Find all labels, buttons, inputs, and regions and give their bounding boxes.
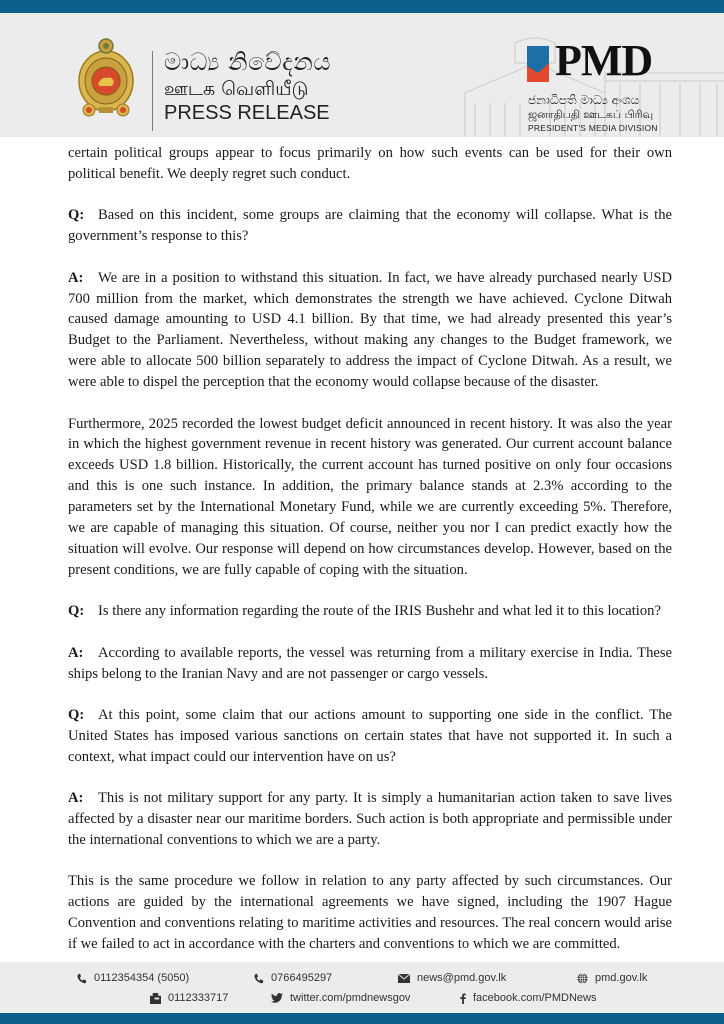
answer-text: We are in a position to withstand this situation. In fact, we have already purchased nearly USD 700 million from the market, which demonstrates the strength we have achieved. Cyclone Ditwah caused damage amounting to USD 4.1 billion. By that time, we had already presented this year’s Budget to the Parliament. Nevertheless, without making any changes to the Budget framework, we were able to allocate 500 billion separately to address the impact of Cyclone Ditwah. As a result, we were able to dispel the perception that the economy would collapse because of the disaster. [68, 269, 672, 391]
paragraph: certain political groups appear to focus primarily on how such events can be used for their own political benefit. We deeply regret such conduct. [68, 145, 672, 182]
answer-text: According to available reports, the vessel was returning from a military exercise in India. These ships belong to the Iranian Navy and are not passenger or cargo vessels. [68, 644, 672, 682]
title-sinhala: මාධ්‍ය නිවේදනය [164, 48, 331, 76]
question [68, 205, 672, 247]
footer-phone-mobile[interactable]: 0766495297 [253, 972, 332, 984]
pmd-subtitle-tamil: ஜனாதிபதி ஊடகப் பிரிவு [528, 108, 654, 121]
sri-lanka-emblem-icon [77, 37, 135, 121]
phone-icon [76, 973, 87, 984]
globe-icon [577, 973, 588, 984]
answer-label: A: [68, 790, 84, 807]
bottom-accent-bar [0, 1013, 724, 1024]
question-label: Q: [68, 707, 85, 724]
question [68, 705, 672, 768]
pmd-logo-text: PMD [555, 36, 653, 85]
footer-phone-primary[interactable]: 0112354354 (5050) [76, 972, 189, 984]
question-text: At this point, some claim that our actions amount to supporting one side in the conflict. The United States has imposed various sanctions on certain states that have not supported it. In such a context, what impact could our intervention have on us? [68, 707, 672, 765]
footer-website[interactable]: pmd.gov.lk [577, 972, 647, 984]
paragraph: This is the same procedure we follow in relation to any party affected by such circumstances. Our actions are guided by the international agreements we have signed, including the 1907 Hague Convention and conventions relating to maritime activities and resources. The real concern would arise if we failed to act in accordance with the charters and conventions to which we are committed. [68, 873, 672, 953]
pmd-logo-mark-icon [527, 46, 549, 82]
footer-fax[interactable]: 0112333717 [150, 992, 228, 1004]
facebook-icon [460, 993, 466, 1004]
title-english: PRESS RELEASE [164, 102, 330, 124]
press-release-body [68, 143, 672, 976]
question-label: Q: [68, 207, 85, 224]
footer-email[interactable]: news@pmd.gov.lk [398, 972, 506, 984]
twitter-icon [271, 993, 283, 1003]
question [68, 601, 672, 622]
paragraph: Furthermore, 2025 recorded the lowest budget deficit announced in recent history. It was also the year in which the highest government revenue in recent history was generated. Our current account balance exceeds USD 1.8 billion. Historically, the current account has turned positive on only four occasions and this is one such instance. In addition, the primary balance stands at 2.3% according to the parameters set by the International Monetary Fund, while we are currently exceeding 5%. Therefore, we are capable of managing this situation. Of course, neither you nor I can predict exactly how the situation will evolve. Our response will depend on how circumstances develop. However, based on the present conditions, we are fully capable of coping with the situation. [68, 415, 672, 578]
answer [68, 788, 672, 851]
answer-label: A: [68, 644, 84, 661]
contact-footer [0, 962, 724, 1013]
answer-text: This is not military support for any party. It is simply a humanitarian action taken to save lives affected by a disaster near our maritime borders. Such action is both appropriate and permissible under the international conventions to which we are a party. [68, 790, 672, 849]
top-accent-bar [0, 0, 724, 13]
question-text: Based on this incident, some groups are claiming that the economy will collapse. What is the government’s response to this? [68, 207, 672, 245]
question-label: Q: [68, 603, 85, 620]
answer-label: A: [68, 269, 84, 286]
pmd-subtitle-english: PRESIDENT'S MEDIA DIVISION [528, 123, 658, 133]
phone-icon [253, 973, 264, 984]
footer-twitter[interactable]: twitter.com/pmdnewsgov [271, 992, 410, 1004]
answer [68, 268, 672, 393]
fax-icon [150, 993, 161, 1004]
title-tamil: ஊடக வெளியீடு [164, 78, 309, 100]
answer [68, 643, 672, 685]
pmd-subtitle [528, 93, 698, 134]
letterhead [0, 13, 724, 137]
question-text: Is there any information regarding the route of the IRIS Bushehr and what led it to this location? [98, 603, 661, 620]
header-divider [152, 51, 153, 131]
press-release-title [164, 47, 331, 125]
envelope-icon [398, 974, 410, 983]
pmd-subtitle-sinhala: ජනාධිපති මාධ්‍ය අංශය [528, 93, 640, 107]
footer-facebook[interactable]: facebook.com/PMDNews [460, 992, 597, 1004]
